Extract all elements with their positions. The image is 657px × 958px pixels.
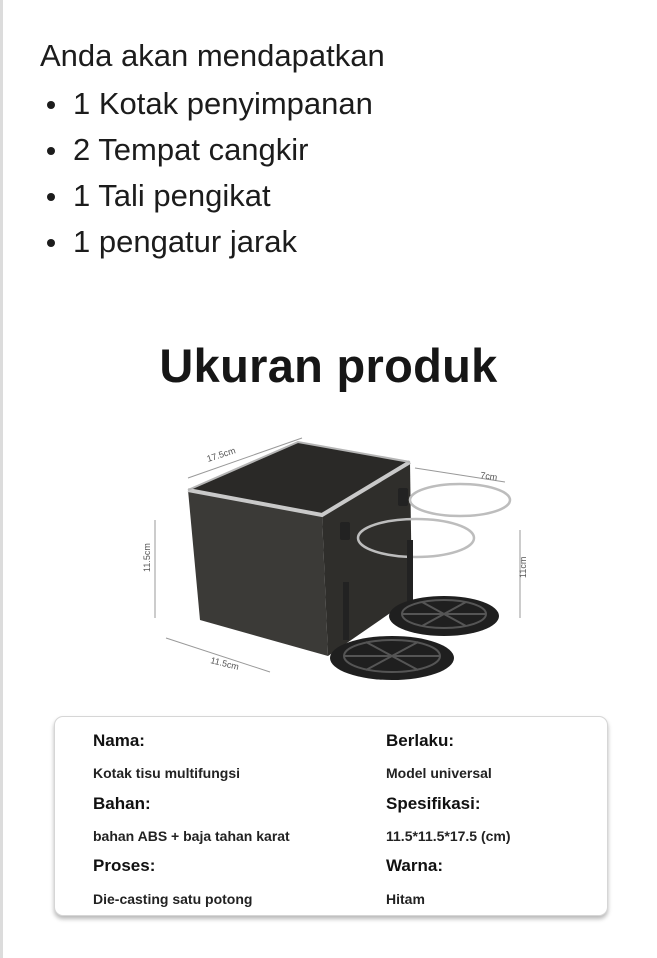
spec-value-specification: 11.5*11.5*17.5 (cm): [386, 828, 511, 844]
spec-label-specification: Spesifikasi:: [386, 794, 481, 813]
list-item: 1 Kotak penyimpanan: [40, 81, 385, 127]
spec-label-color: Warna:: [386, 856, 443, 875]
dimension-label-cup-diameter: 7cm: [479, 470, 498, 483]
spec-label-applicable: Berlaku:: [386, 731, 455, 750]
spec-label-process: Proses:: [93, 856, 156, 875]
contents-list: [40, 81, 385, 265]
list-item: 2 Tempat cangkir: [40, 127, 385, 173]
spec-value-material: bahan ABS + baja tahan karat: [93, 828, 290, 844]
list-item: 1 Tali pengikat: [40, 173, 385, 219]
specification-card: [54, 716, 608, 916]
dimension-label-width: 11.5cm: [209, 655, 240, 672]
storage-box: [188, 442, 412, 656]
dimension-label-length: 17.5cm: [205, 445, 237, 464]
spec-label-name: Nama:: [93, 731, 145, 750]
dimension-label-cup-height: 11cm: [518, 556, 528, 578]
spec-label-material: Bahan:: [93, 794, 151, 813]
spec-value-name: Kotak tisu multifungsi: [93, 765, 240, 781]
dimension-label-height: 11.5cm: [142, 543, 152, 572]
spec-value-applicable: Model universal: [386, 765, 492, 781]
spec-value-color: Hitam: [386, 891, 425, 907]
product-dimension-illustration: [110, 420, 550, 710]
spec-value-process: Die-casting satu potong: [93, 891, 253, 907]
list-item: 1 pengatur jarak: [40, 219, 385, 265]
product-size-title: Ukuran produk: [159, 339, 498, 392]
left-border: [0, 0, 3, 958]
contents-heading: Anda akan mendapatkan: [40, 38, 385, 73]
contents-section: [40, 36, 385, 265]
